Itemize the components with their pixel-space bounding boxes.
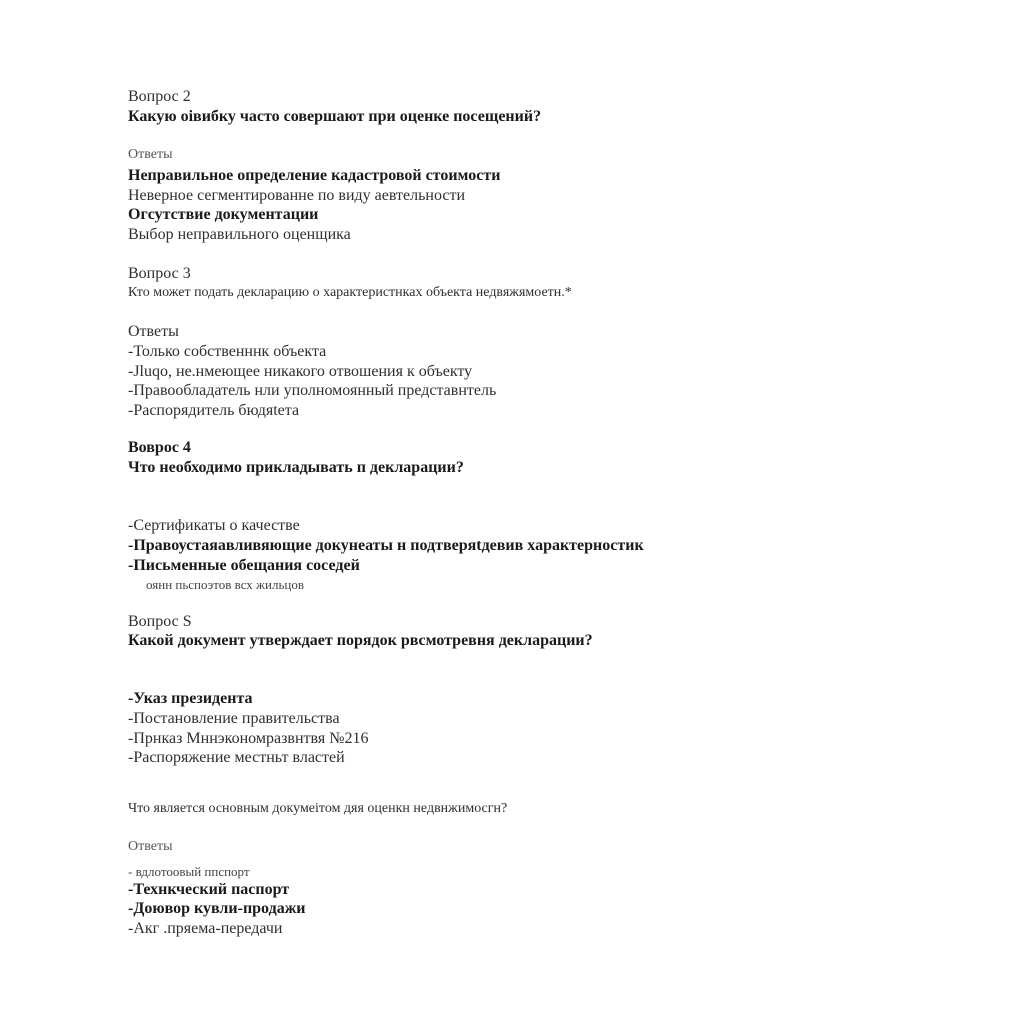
question-3-option-4: -Распорядитель бюдяtета	[128, 402, 300, 419]
question-5-text: Какой документ утверждает порядок рвсмотревня декларации?	[128, 632, 593, 649]
question-3-text: Кто может подать декларацию о характеристнках объекта недвяжямоетн.*	[128, 285, 572, 300]
question-5-option-4: -Распоряжение местньт властей	[128, 749, 345, 766]
question-5-option-1: -Указ президента	[128, 690, 253, 707]
question-6-answers-label: Ответы	[128, 839, 173, 854]
question-2-option-3: Огсутствие документации	[128, 206, 319, 223]
question-4-option-3: -Письменные обещания соседей	[128, 557, 360, 574]
question-6-text: Что является основным докумеітом дяя оценкн недвнжимосгн?	[128, 801, 508, 816]
question-5-option-3: -Прнказ Мннэкономразвнтвя №216	[128, 730, 369, 747]
question-2-title: Вопрос 2	[128, 88, 191, 105]
question-3-title: Вопрос 3	[128, 265, 191, 282]
question-3-answers-label: Ответы	[128, 323, 179, 340]
question-3-option-3: -Правообладатель нли уполномоянный представнтель	[128, 382, 497, 399]
question-4-option-1: -Сертификаты о качестве	[128, 517, 300, 534]
question-5-title: Вопрос S	[128, 613, 192, 630]
question-6-option-4: -Акг .пряема-передачи	[128, 920, 283, 937]
question-2-option-2: Неверное сегментированне по виду аевтельности	[128, 187, 466, 204]
question-2-text: Какую оівибку часто совершают при оценке посещений?	[128, 108, 542, 125]
question-6-option-2: -Технкческий паспорт	[128, 881, 290, 898]
question-6-option-3: -Доювор кувли-продажи	[128, 900, 306, 917]
question-2-option-1: Неправильное определение кадастровой стоимости	[128, 167, 501, 184]
question-6-option-1: - вдлотоовый ппспорт	[128, 864, 250, 879]
question-2-option-4: Выбор неправильного оценщика	[128, 226, 351, 243]
question-5-option-2: -Постановление правительства	[128, 710, 340, 727]
question-4-option-2: -Правоустаяавливяющие докунеаты н подтверяtдевив характерностик	[128, 537, 644, 554]
question-4-option-4: оянн пьспоэтов всх жильцов	[146, 577, 305, 592]
question-2-answers-label: Ответы	[128, 147, 173, 162]
question-3-option-2: -Jluqo, не.нмеющее никакого отвошения к объекту	[128, 363, 473, 380]
question-3-option-1: -Только собственннк объекта	[128, 343, 327, 360]
question-4-text: Что необходимо прикладывать п декларации?	[128, 459, 464, 476]
question-4-title: Вовpос 4	[128, 439, 191, 456]
